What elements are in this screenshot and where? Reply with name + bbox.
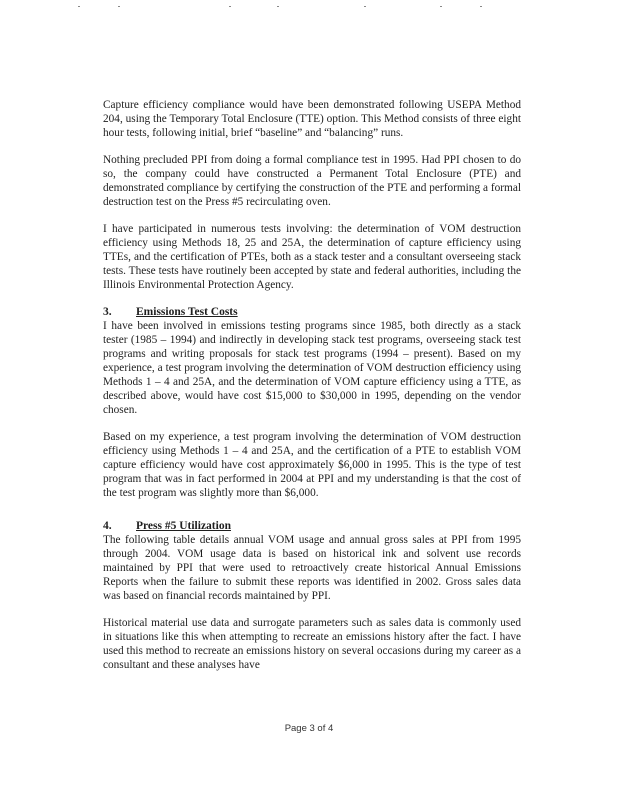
section-3-number: 3. [103,306,112,318]
section-4-heading [103,519,521,533]
speck [229,6,231,7]
section-4-title: Press #5 Utilization [136,520,231,532]
speck [78,6,80,7]
section-3-title: Emissions Test Costs [136,306,238,318]
paragraph-testing-history: I have been involved in emissions testing programs since 1985, both directly as a stack tester (1985 – 1994) and indirectly in developing stack test programs, overseeing stack test programs and writing proposals for stack test programs (1994 – present). Based on my experience, a test program involving the determination of VOM destruction efficiency using Methods 1 – 4 and 25A, and the determination of VOM capture efficiency using a TTE, as described above, would have cost $15,000 to $30,000 in 1995, depending on the vendor chosen. [103,320,521,416]
paragraph-test-cost: Based on my experience, a test program involving the determination of VOM destruction efficiency using Methods 1 – 4 and 25A, and the certification of a PTE to establish VOM capture efficiency would have cost approximately $6,000 in 1995. This is the type of test program that was in fact performed in 2004 at PPI and my understanding is that the cost of the test program was slightly more than $6,000. [103,431,521,499]
document-body [103,98,521,672]
paragraph-material-use: Historical material use data and surrogate parameters such as sales data is commonly used in situations like this when attempting to recreate an emissions history after the fact. I have used this method to recreate an emissions history on several occasions during my career as a consultant and these analyses have [103,617,521,671]
paragraph-capture-efficiency: Capture efficiency compliance would have been demonstrated following USEPA Method 204, using the Temporary Total Enclosure (TTE) option. This Method consists of three eight hour tests, following initial, brief “baseline” and “balancing” runs. [103,99,521,139]
section-3-heading [103,305,521,319]
speck [118,6,120,7]
page-number: Page 3 of 4 [284,723,334,734]
paragraph-participation: I have participated in numerous tests involving: the determination of VOM destruction efficiency using Methods 18, 25 and 25A, the determination of capture efficiency using TTEs, and the certification of PTEs, both as a stack tester and a consultant overseeing stack tests. These tests have routinely been accepted by state and federal authorities, including the Illinois Environmental Protection Agency. [103,223,521,291]
paragraph-vom-usage: The following table details annual VOM usage and annual gross sales at PPI from 1995 through 2004. VOM usage data is based on historical ink and solvent use records maintained by PPI that were used to retroactively create historical Annual Emissions Reports when the failure to submit these reports was identified in 2002. Gross sales data was based on financial records maintained by PPI. [103,534,521,602]
scan-specks [0,6,618,10]
paragraph-compliance-test: Nothing precluded PPI from doing a formal compliance test in 1995. Had PPI chosen to do so, the company could have constructed a Permanent Total Enclosure (PTE) and demonstrated compliance by certifying the construction of the PTE and performing a formal destruction test on the Press #5 recirculating oven. [103,154,521,208]
speck [480,6,482,7]
section-4-number: 4. [103,520,112,532]
speck [364,6,366,7]
speck [440,6,442,7]
speck [277,6,279,7]
